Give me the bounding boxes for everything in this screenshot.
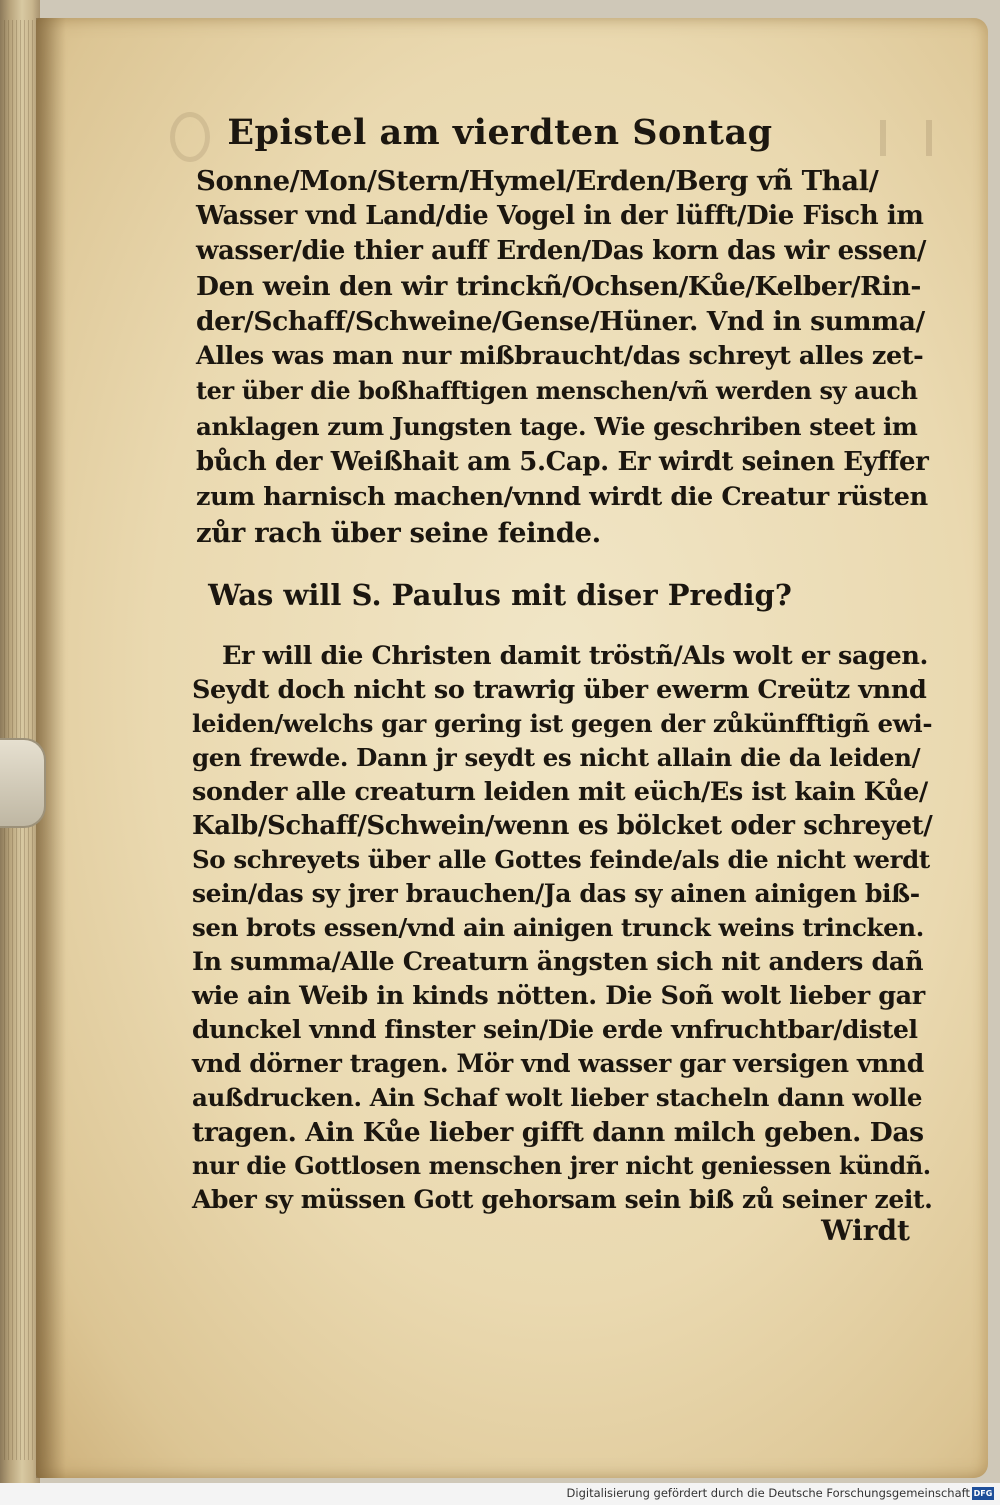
- text-line: Seydt doch nicht so trawrig über ewerm Creütz vnnd: [192, 675, 927, 705]
- text-line: vnd dörner tragen. Mör vnd wasser gar versigen vnnd: [192, 1049, 924, 1078]
- text-line: außdrucken. Ain Schaf wolt lieber stacheln dann wolle: [192, 1083, 923, 1112]
- text-line: leiden/welchs gar gering ist gegen der zůkünfftigñ ewi-: [192, 709, 933, 738]
- text-line: Den wein den wir trinckñ/Ochsen/Kůe/Kelber/Rin-: [196, 271, 921, 302]
- text-line: Aber sy müssen Gott gehorsam sein biß zů seiner zeit.: [192, 1185, 933, 1214]
- text-line: Sonne/Mon/Stern/Hymel/Erden/Berg vñ Thal/: [196, 165, 879, 197]
- text-line: gen frewde. Dann jr seydt es nicht allain die da leiden/: [192, 743, 921, 772]
- text-line: sonder alle creaturn leiden mit eüch/Es ist kain Kůe/: [192, 777, 928, 807]
- footer-bar: [0, 1483, 1000, 1505]
- text-line: wasser/die thier auff Erden/Das korn das wir essen/: [196, 236, 926, 266]
- text-line: nur die Gottlosen menschen jrer nicht geniessen kündñ.: [192, 1151, 931, 1180]
- section-heading: Was will S. Paulus mit diser Predig?: [208, 578, 792, 612]
- text-line: In summa/Alle Creaturn ängsten sich nit anders dañ: [192, 947, 924, 977]
- text-line: Er will die Christen damit tröstñ/Als wolt er sagen.: [222, 641, 928, 671]
- text-line: ter über die boßhafftigen menschen/vñ werden sy auch: [196, 376, 918, 405]
- text-line: anklagen zum Jungsten tage. Wie geschriben steet im: [196, 412, 918, 441]
- text-line: wie ain Weib in kinds nötten. Die Soñ wolt lieber gar: [192, 981, 925, 1011]
- text-line: Wasser vnd Land/die Vogel in der lüfft/Die Fisch im: [196, 201, 924, 231]
- text-line: sein/das sy jrer brauchen/Ja das sy ainen ainigen biß-: [192, 879, 920, 908]
- text-line: bůch der Weißhait am 5.Cap. Er wirdt seinen Eyffer: [196, 447, 929, 477]
- text-line: zůr rach über seine feinde.: [196, 517, 601, 549]
- text-line: der/Schaff/Schweine/Gense/Hüner. Vnd in summa/: [196, 306, 925, 337]
- catchword: Wirdt: [821, 1214, 910, 1247]
- book-clasp: [0, 738, 46, 828]
- funding-notice: Digitalisierung gefördert durch die Deutsche Forschungsgemeinschaft: [566, 1486, 970, 1500]
- text-line: Alles was man nur mißbraucht/das schreyt alles zet-: [196, 341, 924, 371]
- running-head: Epistel am vierdten Sontag: [227, 112, 773, 153]
- text-line: dunckel vnnd finster sein/Die erde vnfruchtbar/distel: [192, 1015, 918, 1044]
- text-line: Kalb/Schaff/Schwein/wenn es bölcket oder schreyet/: [192, 811, 933, 841]
- text-line: zum harnisch machen/vnnd wirdt die Creatur rüsten: [196, 482, 928, 512]
- text-line: sen brots essen/vnd ain ainigen trunck weins trincken.: [192, 913, 924, 942]
- dfg-logo: DFG: [973, 1489, 993, 1498]
- text-line: tragen. Ain Kůe lieber gifft dann milch geben. Das: [192, 1117, 924, 1148]
- text-line: So schreyets über alle Gottes feinde/als die nicht werdt: [192, 845, 930, 874]
